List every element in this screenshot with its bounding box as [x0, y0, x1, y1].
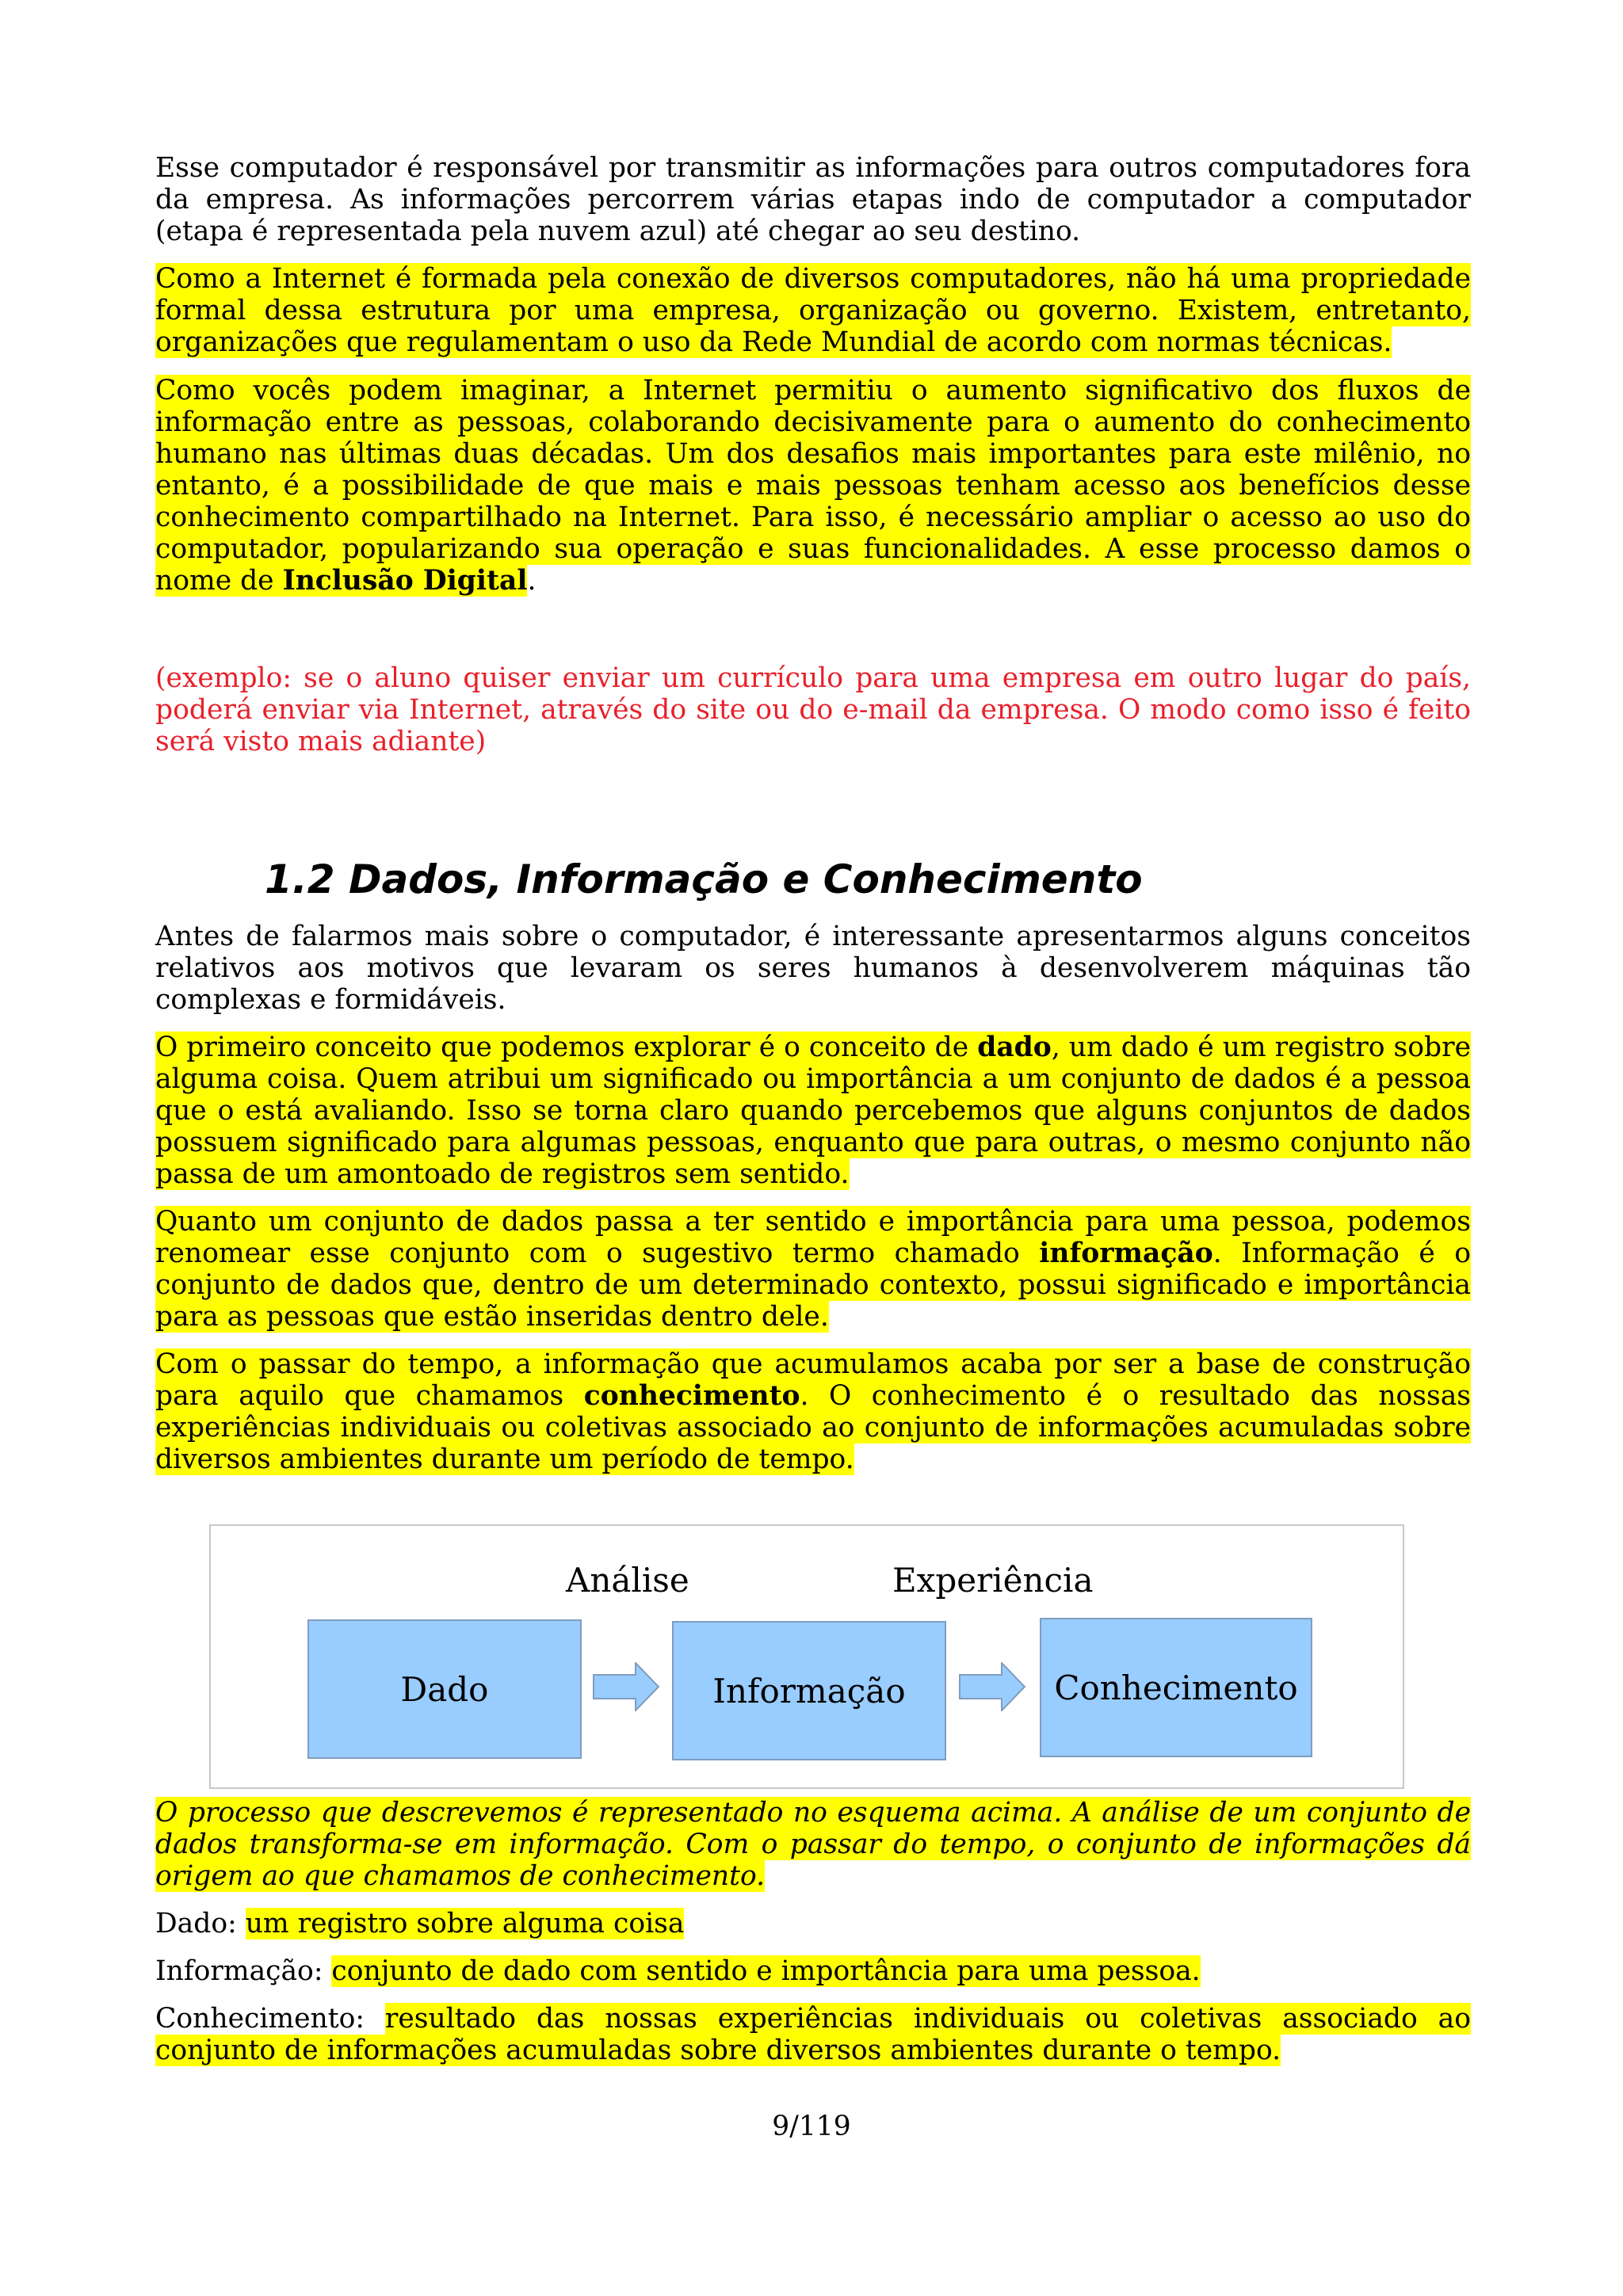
paragraph-intro-concepts: Antes de falarmos mais sobre o computador, é interessante apresentarmos alguns conceitos relativos aos motivos que levaram os seres humanos à desenvolverem máquinas tão complexas e formidáveis. — [155, 921, 1471, 1016]
section-title: 1.2 Dados, Informação e Conhecimento — [265, 856, 1143, 902]
arrow-right-icon — [593, 1662, 659, 1711]
highlighted-text: Como vocês podem imaginar, a Internet permitiu o aumento significativo dos fluxos de informação entre as pessoas, colaborando decisivamente para o aumento do conhecimento humano nas últimas duas décadas. Um dos desafios mais importantes para este milênio, no entanto, é a possibilidade de que mais e mais pessoas tenham acesso aos benefícios desse conhecimento compartilhado na Internet. Para isso, é necessário ampliar o acesso ao uso do computador, popularizando sua operação e suas funcionalidades. A esse processo damos o nome de Inclusão Digital — [155, 375, 1471, 597]
process-diagram — [209, 1524, 1404, 1789]
paragraph-concept-knowledge — [155, 1348, 1471, 1475]
page-number: 9/119 — [772, 2111, 851, 2142]
term-dado: dado — [977, 1032, 1052, 1063]
term-inclusao-digital: Inclusão Digital — [282, 565, 528, 597]
highlighted-text: O processo que descrevemos é representado no esquema acima. A análise de um conjunto de dados transforma-se em informação. Com o passar do tempo, o conjunto de informações dá origem ao que chamamos de conhecimento. — [155, 1797, 1471, 1892]
label-analysis: Análise — [566, 1561, 689, 1600]
definition-conhecimento — [155, 2003, 1471, 2066]
label-experience: Experiência — [892, 1561, 1094, 1600]
term-informacao: informação — [1039, 1238, 1213, 1269]
highlighted-text: Como a Internet é formada pela conexão de diversos computadores, não há uma propriedade formal dessa estrutura por uma empresa, organização ou governo. Existem, entretanto, organizações que regulamentam o uso da Rede Mundial de acordo com normas técnicas. — [155, 263, 1471, 358]
definition-dado — [155, 1908, 1471, 1939]
definition-term: Informação: — [155, 1955, 332, 1987]
highlighted-text: O primeiro conceito que podemos explorar é o conceito de dado, um dado é um registro sobre alguma coisa. Quem atribui um significado ou importância a um conjunto de dados é a pessoa que o está avaliando. Isso se torna claro quando percebemos que alguns conjuntos de dados possuem significado para algumas pessoas, enquanto que para outras, o mesmo conjunto não passa de um amontoado de registros sem sentido. — [155, 1032, 1472, 1190]
paragraph-computer-transmission: Esse computador é responsável por transmitir as informações para outros computadores fora da empresa. As informações percorrem várias etapas indo de computador a computador (etapa é representada pela nuvem azul) até chegar ao seu destino. — [155, 152, 1471, 247]
box-informacao: Informação — [672, 1621, 946, 1760]
paragraph-digital-inclusion: Como vocês podem imaginar, a Internet permitiu o aumento significativo dos fluxos de informação entre as pessoas, colaborando decisivamente para o aumento do conhecimento humano nas últimas duas décadas. Um dos desafios mais importantes para este milênio, no entanto, é a possibilidade de que mais e mais pessoas tenham acesso aos benefícios desse conhecimento compartilhado na Internet. Para isso, é necessário ampliar o acesso ao uso do computador, popularizando sua operação e suas funcionalidades. A esse processo damos o nome de Inclusão Digital. — [155, 375, 1471, 597]
definition-term: Dado: — [155, 1908, 246, 1939]
paragraph-concept-data — [155, 1032, 1471, 1190]
arrow-right-icon — [959, 1662, 1025, 1711]
box-dado: Dado — [307, 1619, 582, 1759]
paragraph-internet-ownership — [155, 263, 1471, 358]
box-conhecimento: Conhecimento — [1040, 1618, 1312, 1757]
definition-informacao — [155, 1955, 1471, 1987]
example-note: (exemplo: se o aluno quiser enviar um currículo para uma empresa em outro lugar do país, poderá enviar via Internet, através do site ou do e-mail da empresa. O modo como isso é feito será visto mais adiante) — [155, 662, 1471, 757]
definition-text: conjunto de dado com sentido e importância para uma pessoa. — [331, 1955, 1201, 1987]
paragraph-diagram-caption — [155, 1797, 1471, 1892]
highlighted-text: Com o passar do tempo, a informação que acumulamos acaba por ser a base de construção para aquilo que chamamos conhecimento. O conhecimento é o resultado das nossas experiências individuais ou coletivas associado ao conjunto de informações acumuladas sobre diversos ambientes durante um período de tempo. — [155, 1348, 1471, 1475]
definition-term: Conhecimento: — [155, 2003, 385, 2035]
highlighted-text: Quanto um conjunto de dados passa a ter sentido e importância para uma pessoa, podemos renomear esse conjunto com o sugestivo termo chamado informação. Informação é o conjunto de dados que, dentro de um determinado contexto, possui significado e importância para as pessoas que estão inseridas dentro dele. — [155, 1206, 1471, 1333]
paragraph-concept-information — [155, 1206, 1471, 1333]
definition-text: um registro sobre alguma coisa — [245, 1908, 685, 1939]
term-conhecimento: conhecimento — [583, 1380, 800, 1412]
definition-text: resultado das nossas experiências individuais ou coletivas associado ao conjunto de informações acumuladas sobre diversos ambientes durante o tempo. — [155, 2003, 1471, 2066]
